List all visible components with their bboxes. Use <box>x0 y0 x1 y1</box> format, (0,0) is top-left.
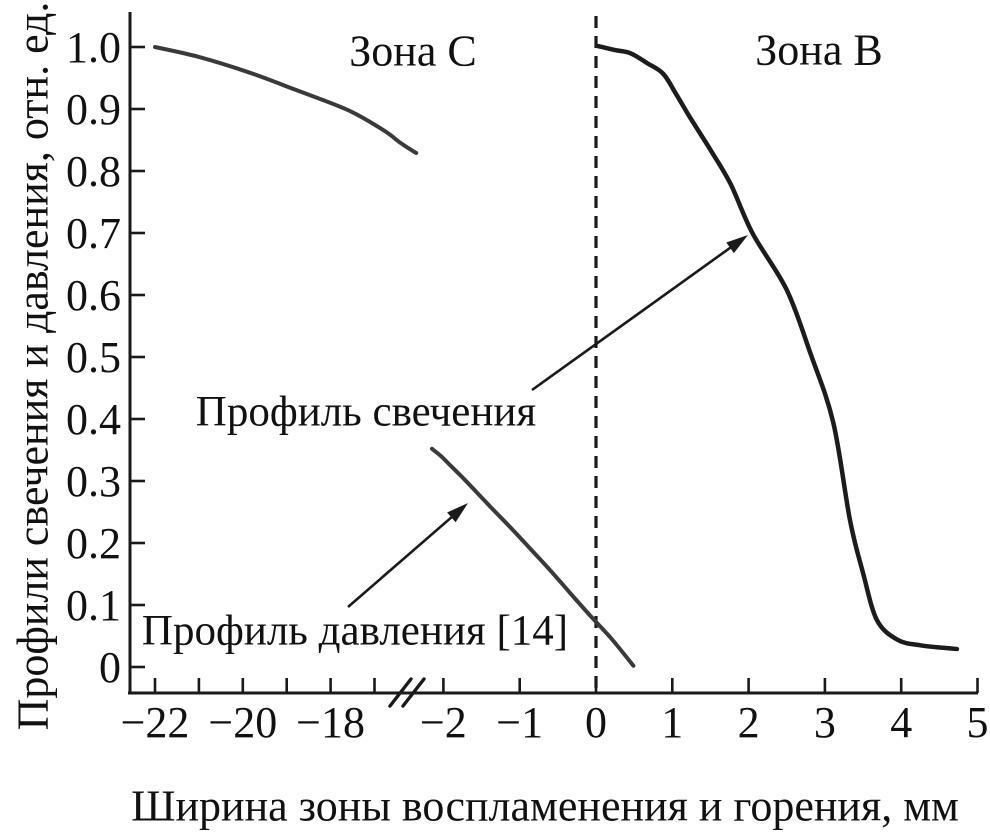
y-tick-label: 0.9 <box>66 85 121 134</box>
x-tick-label: −18 <box>296 698 366 747</box>
x-axis-title: Ширина зоны воспламенения и горения, мм <box>131 781 959 831</box>
y-tick-label: 0.3 <box>66 457 121 506</box>
luminescence-annotation-arrow <box>532 241 739 390</box>
y-tick-label: 0.7 <box>66 209 121 258</box>
luminescence-profile-label: Профиль свечения <box>195 388 537 436</box>
x-tick-label: 3 <box>813 698 836 747</box>
y-tick-label: 0.1 <box>66 581 121 630</box>
luminescence-curve <box>597 46 957 649</box>
y-tick-label: 0.5 <box>66 333 121 382</box>
y-tick-label: 1.0 <box>66 23 121 72</box>
pressure-annotation-arrow <box>348 510 460 607</box>
pressure-profile-label: Профиль давления [14] <box>141 607 569 655</box>
x-tick-label: 4 <box>890 698 913 747</box>
x-tick-label: 1 <box>661 698 684 747</box>
x-tick-label: 5 <box>966 698 989 747</box>
arrow-head-icon <box>726 235 748 253</box>
x-tick-label: 2 <box>737 698 760 747</box>
y-axis-title: Профили свечения и давления, отн. ед. <box>8 1 58 731</box>
x-tick-label: −20 <box>208 698 278 747</box>
zone-b-label: Зона B <box>755 25 883 75</box>
x-tick-label: −2 <box>419 698 467 747</box>
y-tick-label: 0.6 <box>66 271 121 320</box>
zone-c-label: Зона C <box>349 26 477 76</box>
x-tick-label: 0 <box>585 698 607 747</box>
x-tick-label: −1 <box>496 698 544 747</box>
y-tick-label: 0 <box>99 643 121 692</box>
x-tick-label: −22 <box>120 698 190 747</box>
y-tick-label: 0.8 <box>66 147 121 196</box>
y-tick-label: 0.4 <box>66 395 121 444</box>
y-tick-label: 0.2 <box>66 519 121 568</box>
